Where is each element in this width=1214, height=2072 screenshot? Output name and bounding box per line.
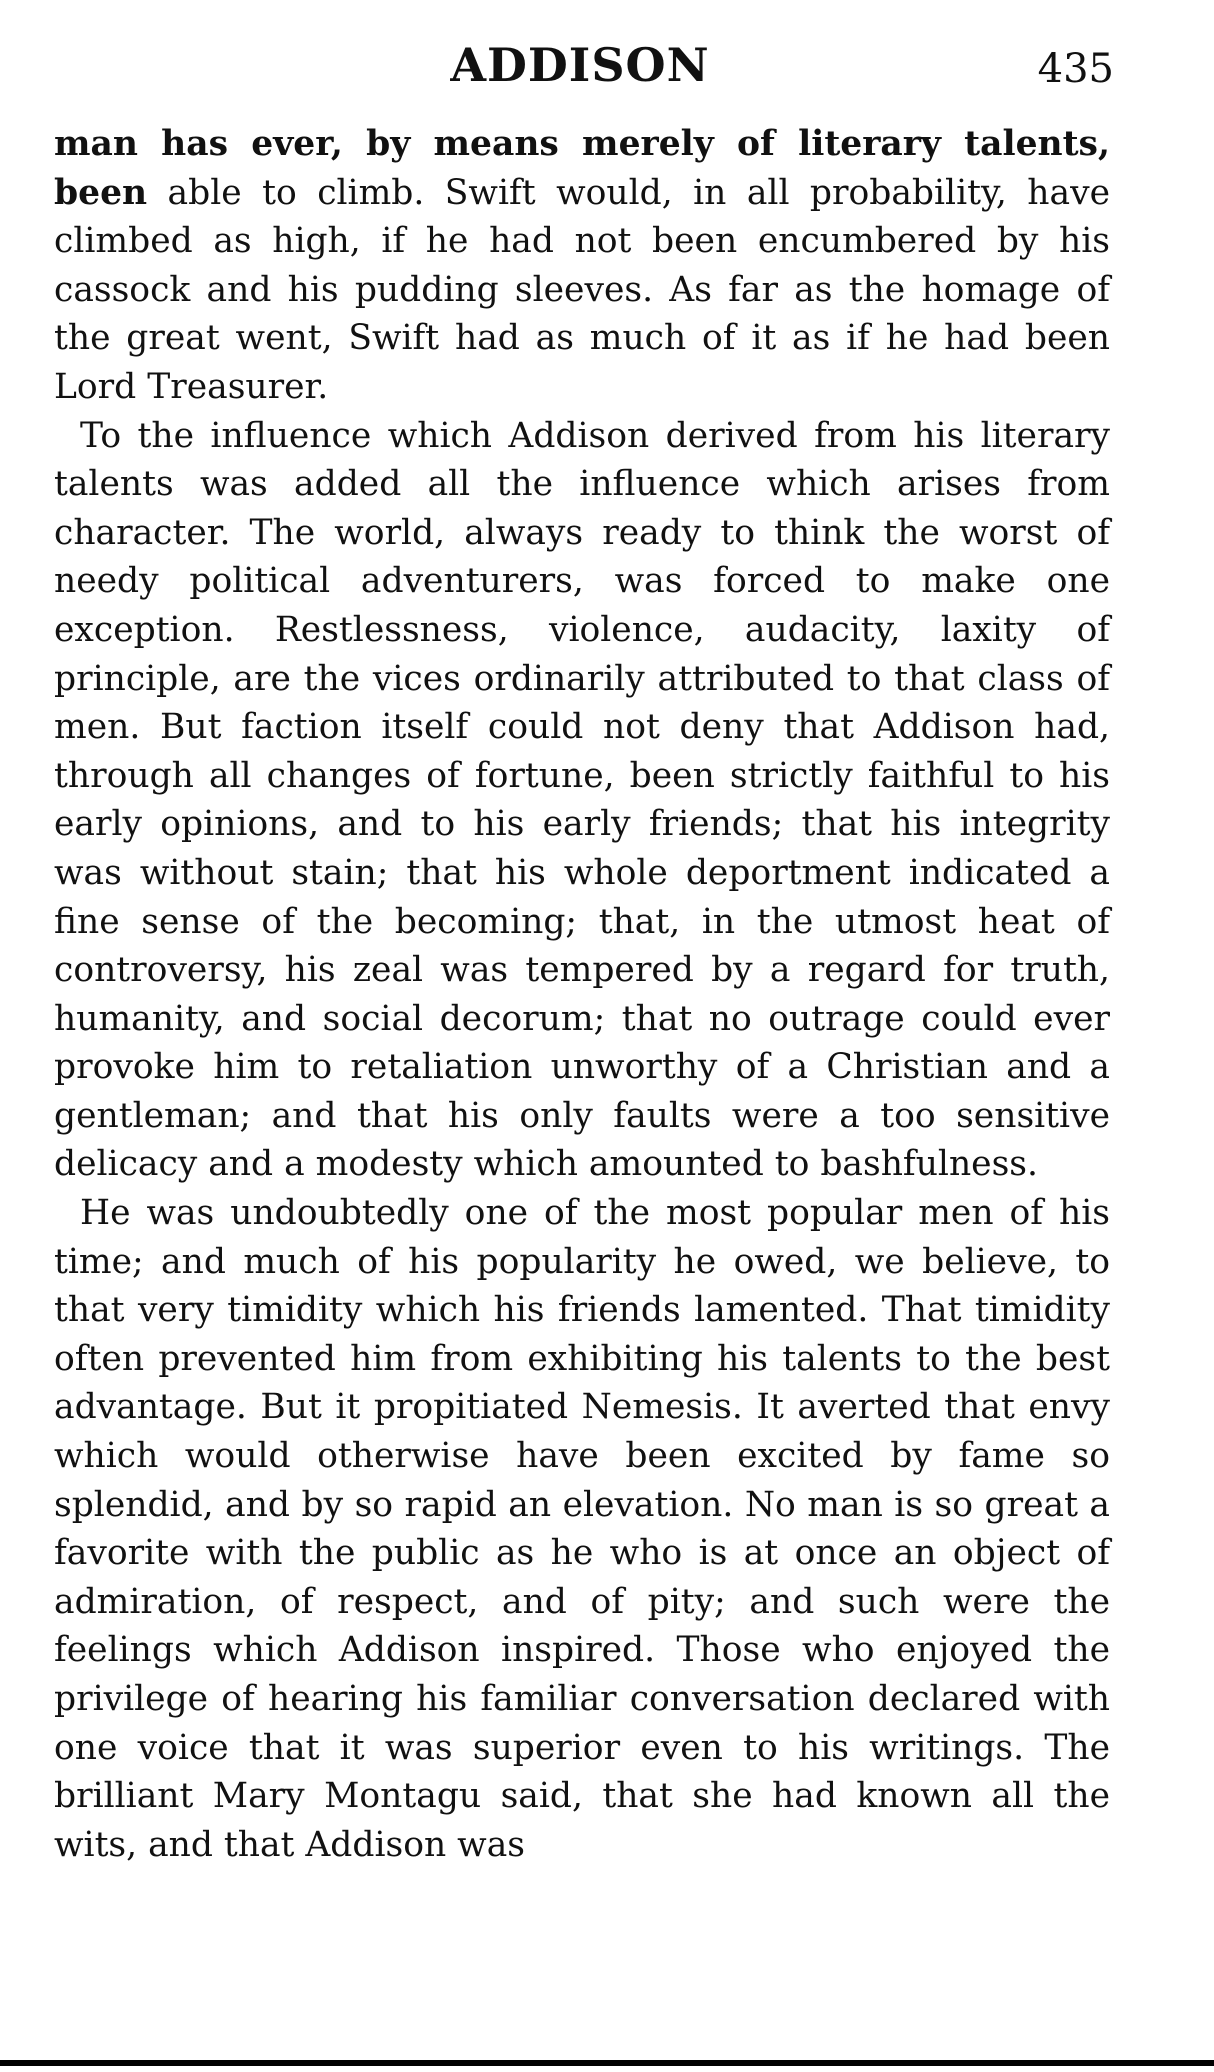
paragraph-1-lead: man has ever, by means merely of literary talents, been [54,124,1110,213]
bottom-border [0,2060,1214,2066]
paragraph-2: To the influence which Addison derived from his literary talents was added all the influence which arises from character. The world, always ready to think the worst of needy political adventurers, was forced to make one exception. Restlessness, violence, audacity, laxity of principle, are the vices ordinarily attributed to that class of men. But faction itself could not deny that Addison had, through all changes of fortune, been strictly faithful to his early opinions, and to his early friends; that his integrity was without stain; that his whole deportment indicated a fine sense of the becoming; that, in the utmost heat of controversy, his zeal was tempered by a regard for truth, humanity, and social decorum; that no outrage could ever provoke him to retaliation unworthy of a Christian and a gentleman; and that his only faults were a too sensitive delicacy and a modesty which amounted to bashfulness. [54,415,1110,1185]
paragraph-1-text: able to climb. Swift would, in all probability, have climbed as high, if he had not been encumbered by his cassock and his pudding sleeves. As far as the homage of the great went, Swift had as much of it as if he had been Lord Treasurer. [54,172,1110,407]
paragraph-3: He was undoubtedly one of the most popular men of his time; and much of his popularity he owed, we believe, to that very timidity which his friends lamented. That timidity often prevented him from exhibiting his talents to the best advantage. But it propitiated Nemesis. It averted that envy which would otherwise have been excited by fame so splendid, and by so rapid an elevation. No man is so great a favorite with the public as he who is at once an object of admiration, of respect, and of pity; and such were the feelings which Addison inspired. Those who enjoyed the privilege of hearing his familiar conversation declared with one voice that it was superior even to his writings. The brilliant Mary Montagu said, that she had known all the wits, and that Addison was [54,1193,1110,1865]
page-number: 435 [1037,46,1114,92]
paragraph-1 [54,120,1110,412]
body-text [54,120,1110,1869]
running-head [0,38,1214,98]
page-title: ADDISON [450,38,710,92]
